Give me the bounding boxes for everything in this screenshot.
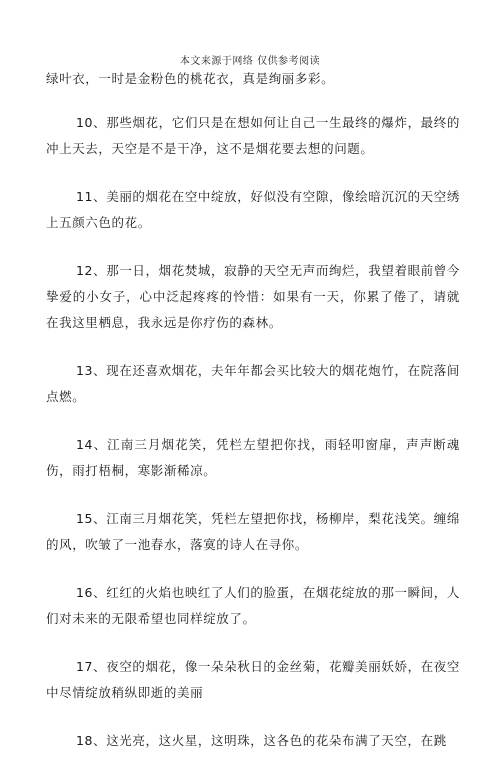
paragraph-14: 14、江南三月烟花笑，凭栏左望把你找，雨轻叩窗扉，声声断魂伤，雨打梧桐，寒影渐稀凉。: [46, 437, 460, 478]
paragraph-18: 18、这光亮，这火星，这明珠，这各色的花朵布满了天空，在跳: [76, 733, 447, 748]
paragraph-12: 12、那一日，烟花焚城，寂静的天空无声而绚烂，我望着眼前曾今挚爱的小女子，心中泛起疼疼的怜惜：如果有一天，你累了倦了，请就在我这里栖息，我永远是你疗伤的森林。: [46, 263, 460, 330]
paragraph-16: 16、红红的火焰也映红了人们的脸蛋，在烟花绽放的那一瞬间，人们对未来的无限希望也同样绽放了。: [46, 585, 460, 626]
paragraph-continuation: 绿叶衣，一时是金粉色的桃花衣，真是绚丽多彩。: [46, 71, 335, 86]
source-note: 本文来源于网络 仅供参考阅读: [179, 56, 321, 67]
paragraph-11: 11、美丽的烟花在空中绽放，好似没有空隙，像绘暗沉沉的天空绣上五颜六色的花。: [46, 189, 460, 230]
paragraph-13: 13、现在还喜欢烟花，夫年年都会买比较大的烟花炮竹，在院落间点燃。: [46, 363, 460, 404]
paragraph-17: 17、夜空的烟花，像一朵朵秋日的金丝菊，花瓣美丽妖娇，在夜空中尽情绽放稍纵即逝的美丽: [46, 659, 460, 700]
document-body: [46, 66, 460, 776]
paragraph-15: 15、江南三月烟花笑，凭栏左望把你找，杨柳岸，梨花浅笑。缠绵的风，吹皱了一池春水，落寞的诗人在寻你。: [46, 511, 460, 552]
paragraph-10: 10、那些烟花，它们只是在想如何让自己一生最终的爆炸，最终的冲上天去，天空是不是干净，这不是烟花要去想的问题。: [46, 115, 460, 156]
